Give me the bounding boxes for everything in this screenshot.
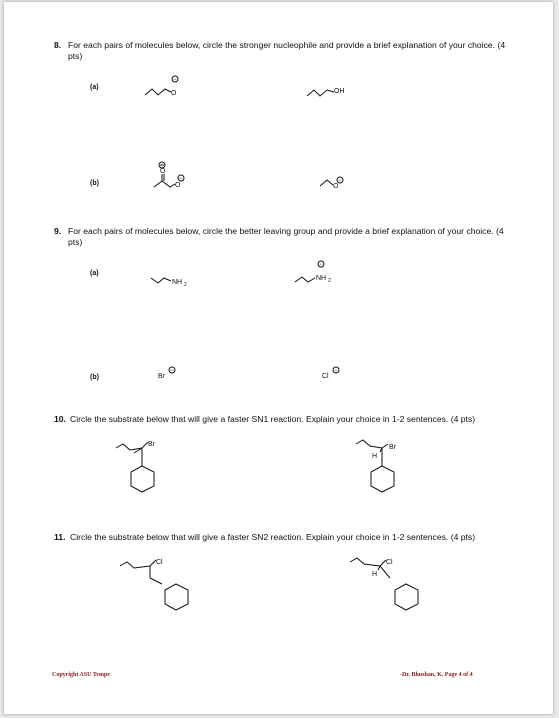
propylamide-molecule — [294, 258, 354, 290]
atom-label: O — [160, 168, 166, 175]
atom-label: Br — [158, 373, 165, 380]
tertiary-bromide-molecule — [114, 438, 184, 500]
atom-label: NH — [316, 275, 327, 282]
bromide-ion — [158, 364, 188, 384]
charge-label: − — [170, 368, 174, 374]
charge-label: − — [319, 262, 323, 268]
question-number: 9. — [54, 226, 62, 236]
atom-label: O — [175, 182, 181, 189]
charge-label: − — [338, 178, 342, 184]
question-number: 11. — [54, 532, 66, 542]
atom-label: H — [372, 453, 378, 460]
question-text: For each pairs of molecules below, circle the stronger nucleophile and provide a brief explanation of your choice. (4 pts) — [68, 40, 506, 61]
question-number: 8. — [54, 40, 62, 50]
atom-label: Cl — [156, 559, 163, 566]
question-text: For each pairs of molecules below, circle the better leaving group and provide a brief explanation of your choice. (4 pts) — [68, 226, 504, 247]
tertiary-chloride-molecule — [118, 554, 198, 614]
charge-label: − — [334, 368, 338, 374]
charge-label: − — [173, 77, 177, 83]
atom-label: OH — [334, 88, 345, 95]
ethoxide-molecule — [318, 172, 358, 197]
question-text: Circle the substrate below that will give a faster SN1 reaction. Explain your choice in 1-2 sentences. (4 pts) — [70, 414, 476, 424]
part-label-a: (a) — [90, 84, 99, 91]
propoxide-molecule — [144, 72, 204, 102]
part-label-b: (b) — [90, 374, 99, 381]
worksheet-page — [4, 2, 553, 714]
propanol-molecule — [306, 78, 366, 103]
question-number: 10. — [54, 414, 66, 424]
charge-label: − — [179, 176, 183, 182]
chloride-ion — [322, 364, 352, 384]
atom-subscript: 2 — [184, 282, 187, 288]
acetate-molecule — [152, 160, 202, 195]
atom-label: NH — [172, 279, 183, 286]
atom-label: Br — [148, 441, 155, 448]
atom-label: O — [171, 90, 177, 97]
atom-label: Br — [389, 444, 396, 451]
secondary-bromide-molecule — [354, 438, 424, 500]
secondary-chloride-molecule — [348, 554, 428, 614]
atom-label: Cl — [386, 559, 393, 566]
atom-label: Cl — [322, 373, 329, 380]
question-text: Circle the substrate below that will give a faster SN2 reaction. Explain your choice in 1-2 sentences. (4 pts) — [70, 532, 476, 542]
atom-label: O — [333, 183, 339, 190]
part-label-b: (b) — [90, 180, 99, 187]
footer-page-info: -Dr. Bhushan, K. Page 4 of 4 — [400, 672, 473, 678]
atom-subscript: 2 — [328, 278, 331, 284]
footer-copyright: Copyright ASU Tempe — [52, 672, 111, 678]
propylamine-molecule — [150, 272, 210, 292]
part-label-a: (a) — [90, 270, 99, 277]
atom-label: H — [372, 571, 378, 578]
